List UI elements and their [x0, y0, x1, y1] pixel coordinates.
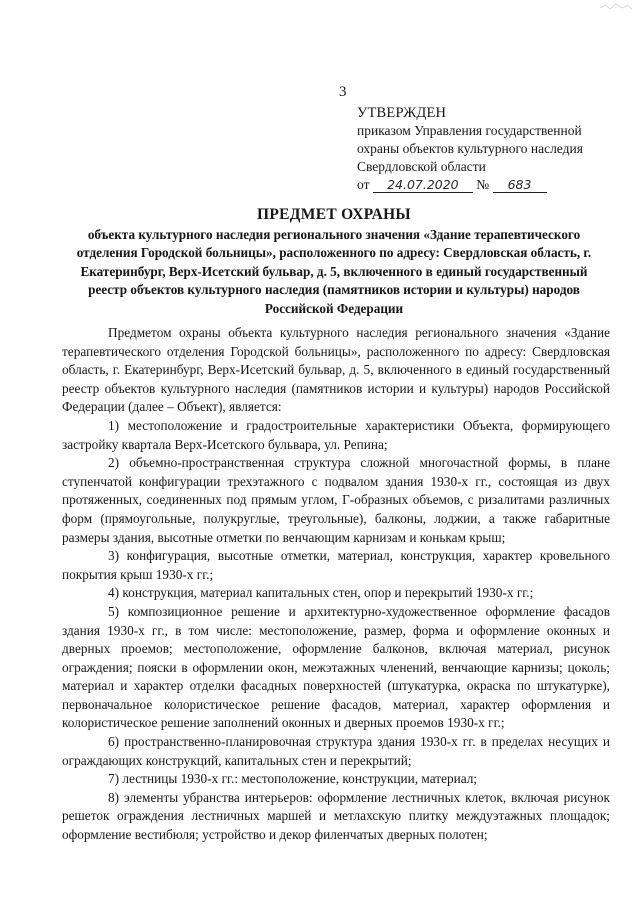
page-number: 3 — [339, 84, 347, 100]
list-item: 2) объемно-пространственная структура сложной многочастной формы, в плане ступенчатой конфигурации трехэтажного с подвалом здания 1930-х гг., состоящая из двух протяженных, соединенных под прямым углом, Г-образных объемов, с ризалитами различных форм (прямоугольные, полукруглые, треугольные), балконы, лоджии, а также габаритные размеры здания, высотные отметки по венчающим карнизам и конькам крыш; — [62, 455, 610, 545]
number-label: № — [476, 177, 490, 192]
list-item: 7) лестницы 1930-х гг.: местоположение, конструкции, материал; — [108, 771, 478, 787]
date-prefix: от — [357, 177, 370, 192]
approval-title: УТВЕРЖДЕН — [357, 105, 447, 121]
heading-subtitle: объекта культурного наследия регионального значения «Здание терапевтического отделения Городской больницы», расположенного по адресу: Свердловская область, г. Екатеринбург, Верх-Исетский бульвар, д. 5, включенного в единый государственный реестр объектов культурного наследия (памятников истории и культуры) народов Российской Федерации — [76, 227, 592, 316]
list-item: 8) элементы убранства интерьеров: оформление лестничных клеток, включая рисунок решеток ограждения лестничных маршей и метлахскую плитку междуэтажных площадок; оформление вестибюля; устройство и декор филенчатых дверных полотен; — [62, 789, 610, 843]
list-item: 1) местоположение и градостроительные характеристики Объекта, формирующего застройку квартала Верх-Исетского бульвара, ул. Репина; — [62, 417, 610, 452]
handwritten-number: 683 — [493, 177, 547, 193]
list-item: 6) пространственно-планировочная структура здания 1930-х гг. в пределах несущих и ограждающих конструкций, капитальных стен и перекрытий; — [62, 734, 610, 768]
approval-line: охраны объектов культурного наследия — [357, 141, 583, 156]
heading-title: ПРЕДМЕТ ОХРАНЫ — [257, 206, 411, 223]
approval-line: Свердловской области — [357, 159, 486, 174]
list-item: 4) конструкция, материал капитальных стен, опор и перекрытий 1930-х гг.; — [108, 585, 534, 601]
scan-noise-mark — [598, 2, 634, 12]
approval-line: приказом Управления государственной — [357, 123, 582, 138]
document-heading — [60, 206, 608, 318]
list-item: 5) композиционное решение и архитектурно-художественное оформление фасадов здания 1930-х гг., в том числе: местоположение, размер, форма и оформление оконных и дверных проемов; местоположение, оформление балконов, включая материал, рисунок ограждения; пояски в оформлении окон, межэтажных членений, венчающие карнизы; цоколь; материал и характер отделки фасадных поверхностей (штукатурка, окраска по штукатурке), первоначальное колористическое решение фасадов, материал, характер оформления и колористическое решение заполнений оконных и дверных проемов 1930-х гг.; — [62, 603, 610, 731]
approval-date-row — [357, 176, 627, 194]
handwritten-date: 24.07.2020 — [373, 177, 473, 193]
list-item: 3) конфигурация, высотные отметки, материал, конструкция, характер кровельного покрытия крыш 1930-х гг.; — [62, 548, 610, 582]
intro-paragraph: Предметом охраны объекта культурного наследия регионального значения «Здание терапевтического отделения Городской больницы», расположенного по адресу: Свердловская область, г. Екатеринбург, Верх-Исетский бульвар, д. 5, включенного в единый государственный реестр объектов культурного наследия (памятников истории и культуры) народов Российской Федерации (далее – Объект), является: — [62, 325, 610, 415]
approval-block — [357, 104, 627, 194]
document-body — [62, 324, 610, 845]
